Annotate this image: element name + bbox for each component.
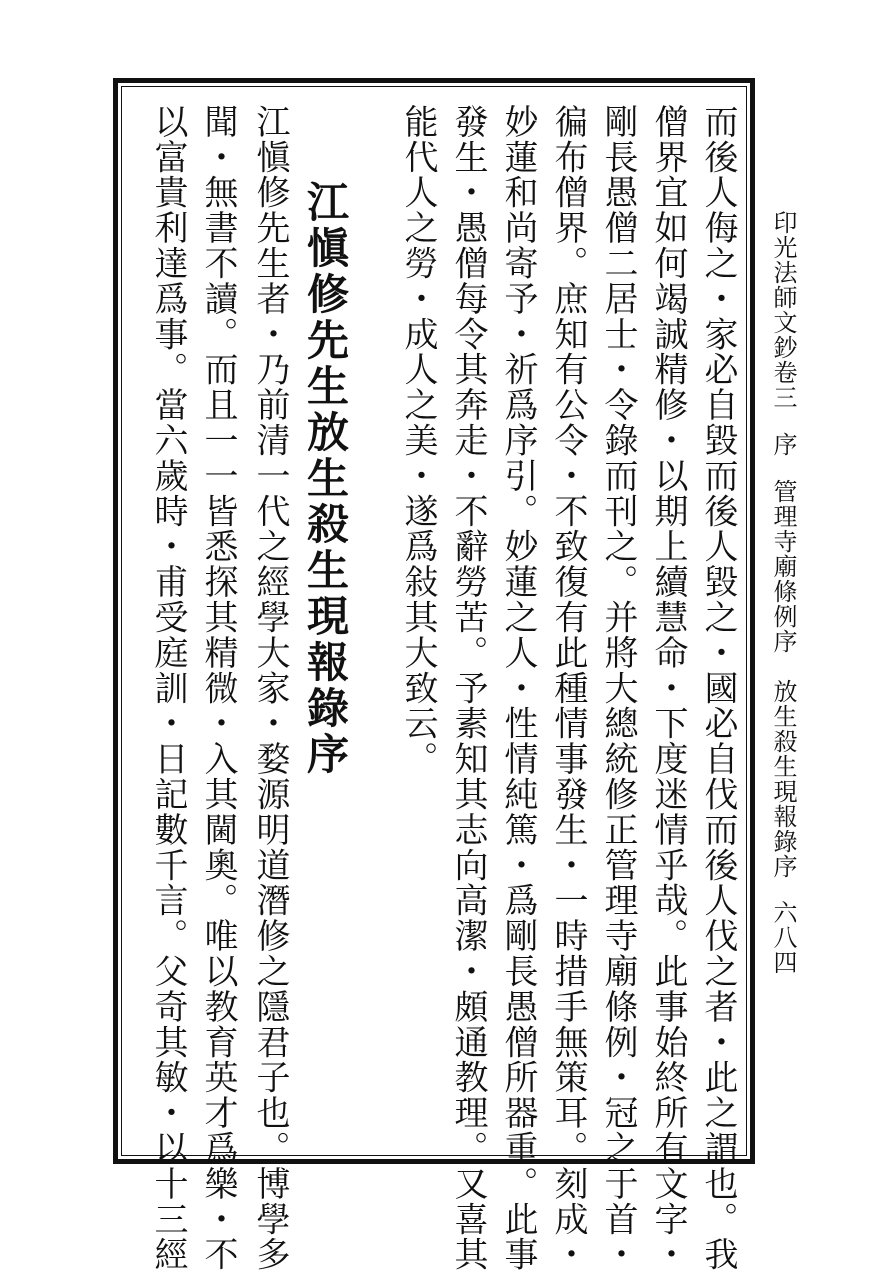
text-column-5: 妙蓮和尚寄予・祈爲序引。妙蓮之人・性情純篤・爲剛長愚僧所器重。此事 [498, 104, 538, 1272]
text-column-2: 僧界宜如何竭誠精修・以期上續慧命・下度迷情乎哉。此事始終所有文字・ [648, 104, 688, 1272]
text-column-10: 以富貴利達爲事。當六歲時・甫受庭訓・日記數千言。父奇其敏・以十三經 [148, 104, 188, 1272]
running-header [768, 210, 798, 879]
text-column-3: 剛長愚僧二居士・令錄而刊之。并將大總統修正管理寺廟條例・冠之于首・ [598, 104, 638, 1272]
section-title: 江愼修先生放生殺生現報錄序 [301, 180, 350, 778]
running-header-titles: 管理寺廟條例序 放生殺生現報錄序 [769, 479, 797, 879]
page-number: 六八四 [769, 900, 797, 975]
text-column-7: 能代人之勞・成人之美・遂爲敍其大致云。 [398, 104, 438, 777]
text-column-6: 發生・愚僧每令其奔走・不辭勞苦。予素知其志向高潔・頗通教理。又喜其 [448, 104, 488, 1272]
text-column-1: 而後人侮之・家必自毀而後人毀之・國必自伐而後人伐之者・此之謂也。我 [698, 104, 738, 1272]
running-header-section: 序 [769, 432, 797, 457]
running-header-book: 印光法師文鈔卷三 [769, 210, 797, 410]
text-column-4: 徧布僧界。庶知有公令・不致復有此種情事發生・一時措手無策耳。刻成・ [548, 104, 588, 1272]
text-column-8: 江愼修先生者・乃前清一代之經學大家・婺源明道潛修之隱君子也。博學多 [250, 104, 290, 1272]
text-column-9: 聞・無書不讀。而且一一皆悉探其精微・入其閫奧。唯以教育英才爲樂・不 [198, 104, 238, 1272]
